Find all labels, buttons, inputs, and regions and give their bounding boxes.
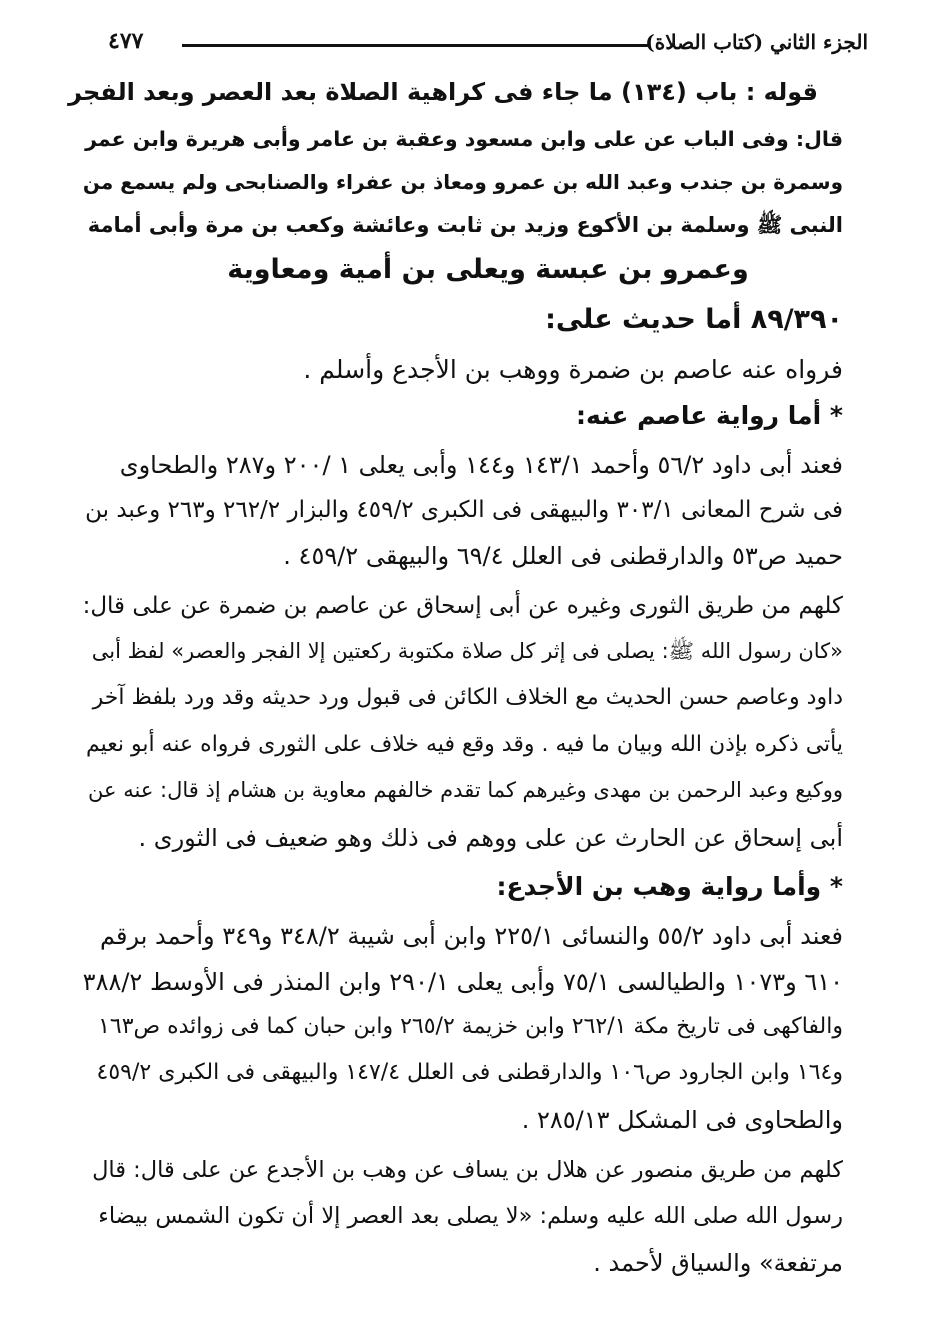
text-line: كلهم من طريق منصور عن هلال بن يساف عن وهب بن الأجدع عن على قال: قال <box>92 1157 843 1183</box>
page-header <box>108 20 868 60</box>
section-intro: فرواه عنه عاصم بن ضمرة ووهب بن الأجدع وأسلم . <box>303 355 843 384</box>
text-line: والفاكهى فى تاريخ مكة ٢٦٢/١ وابن خزيمة ٢٦٥/٢ وابن حبان كما فى زوائده ص١٦٣ <box>98 1014 843 1039</box>
subsection-heading: * وأما رواية وهب بن الأجدع: <box>496 872 843 901</box>
subsection-heading: * أما رواية عاصم عنه: <box>575 401 843 430</box>
text-line: كلهم من طريق الثورى وغيره عن أبى إسحاق عن عاصم بن ضمرة عن على قال: <box>82 593 843 619</box>
text-line: مرتفعة» والسياق لأحمد . <box>593 1249 843 1277</box>
text-line: والطحاوى فى المشكل ٢٨٥/١٣ . <box>521 1106 843 1134</box>
running-head: الجزء الثاني (كتاب الصلاة) <box>645 30 868 54</box>
text-line: يأتى ذكره بإذن الله وبيان ما فيه . وقد وقع فيه خلاف على الثورى فرواه عنه أبو نعيم <box>86 732 843 757</box>
text-line: فعند أبى داود ٥٦/٢ وأحمد ١٤٣/١ و١٤٤ وأبى يعلى ١ /٢٠٠ و٢٨٧ والطحاوى <box>119 451 843 479</box>
text-line: ووكيع وعبد الرحمن بن مهدى وغيرهم كما تقدم خالفهم معاوية بن هشام إذ قال: عنه عن <box>88 778 843 802</box>
chapter-line: قال: وفى الباب عن على وابن مسعود وعقبة بن عامر وأبى هريرة وابن عمر <box>85 127 843 151</box>
text-line: فعند أبى داود ٥٥/٢ والنسائى ٢٢٥/١ وابن أبى شيبة ٣٤٨/٢ و٣٤٩ وأحمد برقم <box>100 922 843 950</box>
chapter-line: وعمرو بن عبسة ويعلى بن أمية ومعاوية <box>227 254 749 285</box>
header-rule <box>182 44 650 47</box>
text-line: «كان رسول الله ﷺ: يصلى فى إثر كل صلاة مكتوبة ركعتين إلا الفجر والعصر» لفظ أبى <box>91 639 843 663</box>
chapter-line: وسمرة بن جندب وعبد الله بن عمرو ومعاذ بن عفراء والصنابحى ولم يسمع من <box>82 170 843 194</box>
page-number: ٤٧٧ <box>108 28 144 54</box>
section-heading: ٨٩/٣٩٠ أما حديث على: <box>545 304 843 335</box>
text-line: و١٦٤ وابن الجارود ص١٠٦ والدارقطنى فى العلل ١٤٧/٤ والبيهقى فى الكبرى ٤٥٩/٢ <box>96 1060 843 1085</box>
text-line: ٦١٠ و١٠٧٣ والطيالسى ٧٥/١ وأبى يعلى ٢٩٠/١ وابن المنذر فى الأوسط ٣٨٨/٢ <box>82 968 843 996</box>
text-line: حميد ص٥٣ والدارقطنى فى العلل ٦٩/٤ والبيهقى ٤٥٩/٢ . <box>283 542 843 570</box>
text-line: فى شرح المعانى ٣٠٣/١ والبيهقى فى الكبرى ٤٥٩/٢ والبزار ٢٦٢/٢ و٢٦٣ وعبد بن <box>85 497 843 523</box>
text-line: داود وعاصم حسن الحديث مع الخلاف الكائن فى قبول ورد حديثه وقد ورد بلفظ آخر <box>92 685 843 710</box>
text-line: أبى إسحاق عن الحارث عن على ووهم فى ذلك وهو ضعيف فى الثورى . <box>138 824 843 852</box>
chapter-title: قوله : باب (١٣٤) ما جاء فى كراهية الصلاة بعد العصر وبعد الفجر <box>68 78 818 106</box>
text-line: رسول الله صلى الله عليه وسلم: «لا يصلى بعد العصر إلا أن تكون الشمس بيضاء <box>98 1203 843 1229</box>
chapter-line: النبى ﷺ وسلمة بن الأكوع وزيد بن ثابت وعائشة وكعب بن مرة وأبى أمامة <box>87 213 843 237</box>
